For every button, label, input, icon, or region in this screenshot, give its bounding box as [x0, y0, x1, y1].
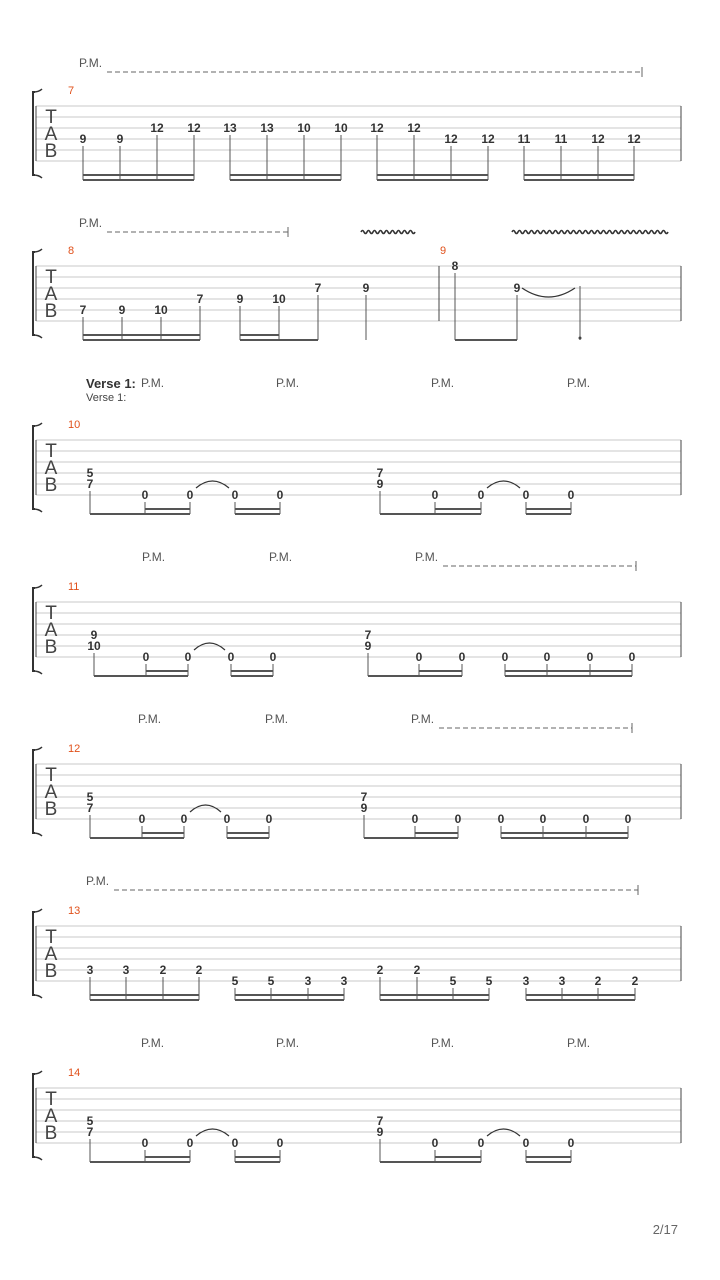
system-bracket: [33, 750, 35, 833]
system-bracket: [33, 1074, 35, 1157]
fret-number: 0: [231, 1136, 239, 1150]
fret-number: 7: [86, 477, 94, 491]
tab-clef-letter: T: [45, 267, 57, 288]
tab-clef-letter: A: [44, 458, 58, 479]
palm-mute-label: P.M.: [141, 376, 165, 390]
fret-number: 11: [517, 132, 531, 146]
fret-number: 7: [376, 1114, 384, 1128]
fret-number: 2: [159, 963, 167, 977]
fret-number: 10: [297, 121, 311, 135]
fret-number: 5: [86, 1114, 94, 1128]
tab-clef-letter: A: [44, 782, 58, 803]
palm-mute-label: P.M.: [567, 376, 591, 390]
system-bracket: [33, 426, 35, 509]
fret-number: 5: [86, 466, 94, 480]
tab-clef-letter: B: [44, 301, 58, 322]
fret-number: 7: [314, 281, 322, 295]
fret-number: 0: [522, 488, 530, 502]
fret-number: 0: [141, 488, 149, 502]
fret-number: 9: [116, 132, 124, 146]
fret-number: 0: [141, 1136, 149, 1150]
fret-number: 0: [497, 812, 505, 826]
fret-number: 0: [522, 1136, 530, 1150]
system-bracket-bottom-hook: [33, 509, 42, 512]
fret-number: 0: [543, 650, 551, 664]
system-bracket-bottom-hook: [33, 995, 42, 998]
fret-number: 9: [364, 639, 372, 653]
fret-number: 10: [334, 121, 348, 135]
fret-number: 3: [304, 974, 312, 988]
fret-number: 5: [231, 974, 239, 988]
fret-number: 0: [586, 650, 594, 664]
fret-number: 0: [186, 488, 194, 502]
palm-mute-label: P.M.: [138, 712, 162, 726]
fret-number: 10: [154, 303, 168, 317]
system-bracket-top-hook: [33, 747, 42, 750]
fret-number: 9: [118, 303, 126, 317]
fret-number: 12: [187, 121, 201, 135]
palm-mute-label: P.M.: [415, 550, 439, 564]
fret-number: 0: [415, 650, 423, 664]
fret-number: 5: [86, 790, 94, 804]
page-number: 2/17: [652, 1222, 678, 1237]
palm-mute-label: P.M.: [79, 216, 103, 230]
fret-number: 0: [186, 1136, 194, 1150]
fret-number: 0: [567, 488, 575, 502]
fret-number: 12: [370, 121, 384, 135]
palm-mute-label: P.M.: [86, 874, 110, 888]
fret-number: 0: [142, 650, 150, 664]
fret-number: 9: [376, 477, 384, 491]
fret-number: 12: [407, 121, 421, 135]
fret-number: 0: [431, 1136, 439, 1150]
fret-number: 7: [364, 628, 372, 642]
palm-mute-label: P.M.: [141, 1036, 165, 1050]
fret-number: 0: [184, 650, 192, 664]
fret-number: 0: [501, 650, 509, 664]
measure-number: 9: [440, 245, 447, 257]
fret-number: 7: [196, 292, 204, 306]
system-bracket-bottom-hook: [33, 671, 42, 674]
system-bracket: [33, 92, 35, 175]
system-bracket-top-hook: [33, 1071, 42, 1074]
system-bracket-top-hook: [33, 249, 42, 252]
palm-mute-label: P.M.: [265, 712, 289, 726]
fret-number: 9: [360, 801, 368, 815]
fret-number: 0: [411, 812, 419, 826]
fret-number: 0: [276, 488, 284, 502]
measure-number: 12: [68, 743, 81, 755]
section-title: Verse 1:: [86, 376, 136, 391]
fret-number: 7: [86, 801, 94, 815]
fret-number: 13: [223, 121, 237, 135]
tab-clef-letter: T: [45, 765, 57, 786]
fret-number: 0: [567, 1136, 575, 1150]
fret-number: 3: [86, 963, 94, 977]
fret-number: 9: [90, 628, 98, 642]
fret-number: 2: [594, 974, 602, 988]
fret-number: 12: [150, 121, 164, 135]
fret-number: 0: [269, 650, 277, 664]
tie: [522, 288, 575, 297]
fret-number: 0: [477, 1136, 485, 1150]
measure-number: 7: [68, 85, 75, 97]
system-bracket-top-hook: [33, 423, 42, 426]
fret-number: 10: [272, 292, 286, 306]
tab-clef-letter: A: [44, 944, 58, 965]
fret-number: 9: [79, 132, 87, 146]
tab-clef-letter: B: [44, 475, 58, 496]
fret-number: 0: [624, 812, 632, 826]
vibrato-mark: [361, 231, 415, 234]
fret-number: 0: [582, 812, 590, 826]
system-bracket: [33, 912, 35, 995]
fret-number: 7: [376, 466, 384, 480]
fret-number: 12: [627, 132, 641, 146]
fret-number: 0: [180, 812, 188, 826]
fret-number: 0: [454, 812, 462, 826]
tab-clef-letter: T: [45, 107, 57, 128]
tab-clef-letter: B: [44, 141, 58, 162]
fret-number: 9: [362, 281, 370, 295]
fret-number: 8: [451, 259, 459, 273]
tab-clef-letter: A: [44, 620, 58, 641]
tab-clef-letter: B: [44, 1123, 58, 1144]
tab-clef-letter: A: [44, 1106, 58, 1127]
system-bracket-bottom-hook: [33, 1157, 42, 1160]
fret-number: 0: [231, 488, 239, 502]
fret-number: 12: [591, 132, 605, 146]
palm-mute-label: P.M.: [276, 1036, 300, 1050]
palm-mute-label: P.M.: [269, 550, 293, 564]
palm-mute-label: P.M.: [431, 1036, 455, 1050]
fret-number: 3: [340, 974, 348, 988]
vibrato-mark: [512, 231, 668, 234]
fret-number: 2: [195, 963, 203, 977]
tab-clef-letter: A: [44, 284, 58, 305]
fret-number: 7: [360, 790, 368, 804]
fret-number: 3: [522, 974, 530, 988]
fret-number: 0: [276, 1136, 284, 1150]
fret-number: 5: [485, 974, 493, 988]
tab-clef-letter: B: [44, 799, 58, 820]
tab-clef-letter: T: [45, 441, 57, 462]
fret-number: 7: [86, 1125, 94, 1139]
fret-number: 2: [376, 963, 384, 977]
fret-number: 5: [267, 974, 275, 988]
tab-clef-letter: B: [44, 961, 58, 982]
measure-number: 13: [68, 905, 81, 917]
system-bracket-bottom-hook: [33, 833, 42, 836]
fret-number: 12: [481, 132, 495, 146]
fret-number: 10: [87, 639, 101, 653]
fret-number: 12: [444, 132, 458, 146]
section-subtitle: Verse 1:: [86, 392, 127, 404]
fret-number: 0: [628, 650, 636, 664]
fret-number: 11: [554, 132, 568, 146]
system-bracket: [33, 252, 35, 335]
palm-mute-label: P.M.: [567, 1036, 591, 1050]
fret-number: 5: [449, 974, 457, 988]
palm-mute-label: P.M.: [142, 550, 166, 564]
palm-mute-label: P.M.: [276, 376, 300, 390]
measure-number: 8: [68, 245, 75, 257]
fret-number: 0: [223, 812, 231, 826]
fret-number: 0: [138, 812, 146, 826]
tab-clef-letter: T: [45, 927, 57, 948]
tab-clef-letter: A: [44, 124, 58, 145]
fret-number: 0: [227, 650, 235, 664]
fret-number: 3: [122, 963, 130, 977]
system-bracket-top-hook: [33, 909, 42, 912]
tab-clef-letter: T: [45, 1089, 57, 1110]
palm-mute-label: P.M.: [411, 712, 435, 726]
measure-number: 14: [68, 1067, 81, 1079]
fret-number: 0: [477, 488, 485, 502]
staccato-dot: [579, 337, 582, 340]
fret-number: 13: [260, 121, 274, 135]
fret-number: 9: [513, 281, 521, 295]
fret-number: 3: [558, 974, 566, 988]
tab-clef-letter: B: [44, 637, 58, 658]
fret-number: 0: [431, 488, 439, 502]
fret-number: 2: [413, 963, 421, 977]
fret-number: 9: [236, 292, 244, 306]
fret-number: 0: [265, 812, 273, 826]
palm-mute-label: P.M.: [431, 376, 455, 390]
system-bracket-top-hook: [33, 585, 42, 588]
system-bracket-bottom-hook: [33, 175, 42, 178]
measure-number: 11: [68, 581, 80, 593]
tab-clef-letter: T: [45, 603, 57, 624]
fret-number: 2: [631, 974, 639, 988]
palm-mute-label: P.M.: [79, 56, 103, 70]
system-bracket: [33, 588, 35, 671]
system-bracket-top-hook: [33, 89, 42, 92]
fret-number: 9: [376, 1125, 384, 1139]
fret-number: 0: [539, 812, 547, 826]
measure-number: 10: [68, 419, 81, 431]
fret-number: 7: [79, 303, 87, 317]
system-bracket-bottom-hook: [33, 335, 42, 338]
fret-number: 0: [458, 650, 466, 664]
